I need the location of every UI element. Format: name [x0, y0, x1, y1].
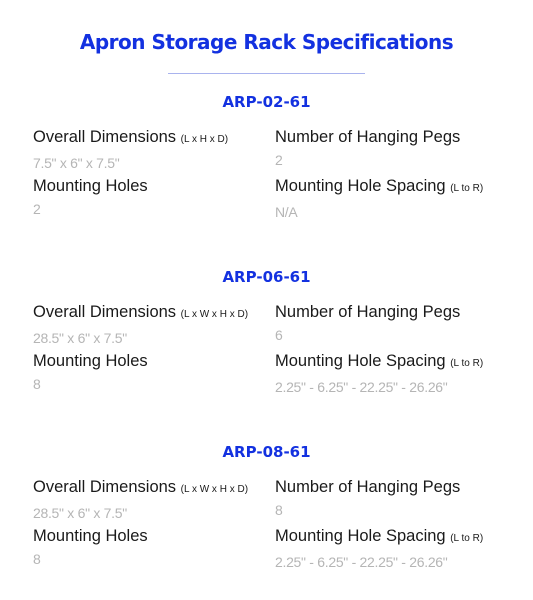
mounting-holes-spec — [33, 526, 278, 568]
spec-label: Overall Dimensions (L x W x H x D) — [33, 478, 249, 496]
spec-value: N/A — [275, 204, 298, 220]
model-number: ARP-08-61 — [222, 443, 311, 461]
hanging-pegs-spec — [275, 302, 520, 344]
overall-dimensions-spec — [33, 127, 278, 172]
spec-unit: (L x W x H x D) — [180, 309, 249, 320]
spec-label: Mounting Holes — [33, 527, 148, 545]
spec-value: 8 — [33, 376, 41, 392]
spec-label: Overall Dimensions (L x H x D) — [33, 128, 229, 146]
model-number: ARP-06-61 — [222, 268, 311, 286]
hole-spacing-spec — [275, 351, 520, 396]
spec-value: 28.5" x 6" x 7.5" — [33, 505, 127, 521]
hole-spacing-spec — [275, 176, 520, 221]
spec-label: Mounting Hole Spacing (L to R) — [275, 352, 484, 370]
hanging-pegs-spec — [275, 127, 520, 169]
spec-label: Mounting Holes — [33, 177, 148, 195]
spec-label: Mounting Holes — [33, 352, 148, 370]
spec-label: Number of Hanging Pegs — [275, 128, 461, 146]
spec-value: 8 — [275, 502, 283, 518]
title-divider — [168, 73, 365, 74]
spec-value: 2.25" - 6.25" - 22.25" - 26.26" — [275, 379, 448, 395]
overall-dimensions-spec — [33, 477, 278, 522]
spec-unit: (L x W x H x D) — [180, 484, 249, 495]
spec-unit: (L to R) — [450, 533, 484, 544]
mounting-holes-spec — [33, 351, 278, 393]
spec-value: 2 — [275, 152, 283, 168]
spec-label: Mounting Hole Spacing (L to R) — [275, 177, 484, 195]
spec-value: 6 — [275, 327, 283, 343]
spec-unit: (L x H x D) — [180, 134, 229, 145]
hanging-pegs-spec — [275, 477, 520, 519]
mounting-holes-spec — [33, 176, 278, 218]
spec-unit: (L to R) — [450, 358, 484, 369]
spec-label: Number of Hanging Pegs — [275, 478, 461, 496]
spec-label: Mounting Hole Spacing (L to R) — [275, 527, 484, 545]
spec-value: 8 — [33, 551, 41, 567]
model-number: ARP-02-61 — [222, 93, 311, 111]
hole-spacing-spec — [275, 526, 520, 571]
spec-value: 28.5" x 6" x 7.5" — [33, 330, 127, 346]
overall-dimensions-spec — [33, 302, 278, 347]
spec-label: Number of Hanging Pegs — [275, 303, 461, 321]
spec-value: 7.5" x 6" x 7.5" — [33, 155, 120, 171]
spec-value: 2.25" - 6.25" - 22.25" - 26.26" — [275, 554, 448, 570]
spec-value: 2 — [33, 201, 41, 217]
page-title: Apron Storage Rack Specifications — [79, 30, 454, 54]
spec-label: Overall Dimensions (L x W x H x D) — [33, 303, 249, 321]
spec-unit: (L to R) — [450, 183, 484, 194]
